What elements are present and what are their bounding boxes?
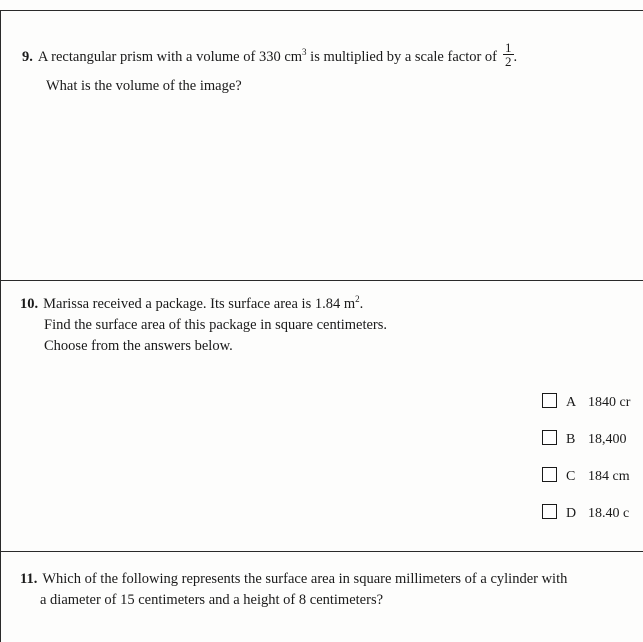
- checkbox[interactable]: [542, 504, 557, 519]
- choice-letter: A: [566, 395, 577, 410]
- choice-a[interactable]: [542, 393, 630, 413]
- divider-q9-q10: [0, 280, 643, 281]
- question-number: 10.: [20, 296, 39, 312]
- question-text: Marissa received a package. Its surface area is 1.84 m: [43, 296, 356, 312]
- question-10: [20, 294, 363, 315]
- choice-c[interactable]: [542, 467, 630, 487]
- fraction-denominator: 2: [505, 54, 512, 69]
- choice-d[interactable]: [542, 504, 629, 524]
- question-10-line-2: Find the surface area of this package in square centimeters.: [44, 317, 388, 333]
- question-9: 9. A rectangular prism with a volume of 330 $cm^3$ is multiplied by a scale factor of $\frac{1}{2}$ .: [22, 40, 518, 69]
- question-11: [20, 569, 567, 590]
- question-number: 11.: [20, 571, 38, 587]
- question-text-continued: .: [359, 296, 364, 312]
- top-divider: [0, 10, 643, 11]
- question-text: Which of the following represents the surface area in square millimeters of a cylinder with: [42, 571, 568, 587]
- choice-text: 1840 cr: [588, 395, 631, 410]
- question-9-line-2: What is the volume of the image?: [46, 78, 242, 94]
- checkbox[interactable]: [542, 430, 557, 445]
- fraction-numerator: 1: [505, 40, 512, 55]
- choice-text: 18.40 c: [588, 506, 630, 521]
- choice-b[interactable]: [542, 430, 627, 450]
- choice-letter: D: [566, 506, 577, 521]
- question-text-continued: is multiplied by a scale factor of: [306, 48, 498, 65]
- scale-factor-fraction: [503, 41, 514, 68]
- checkbox[interactable]: [542, 393, 557, 408]
- left-border: [0, 10, 1, 642]
- question-11-line-2: a diameter of 15 centimeters and a height of 8 centimeters?: [40, 592, 384, 608]
- superscript: 3: [302, 47, 307, 57]
- question-number: 9.: [22, 48, 33, 65]
- question-text: A rectangular prism with a volume of 330 cm: [37, 48, 303, 65]
- superscript: 2: [355, 294, 360, 305]
- checkbox[interactable]: [542, 467, 557, 482]
- question-10-line-3: Choose from the answers below.: [44, 338, 233, 354]
- choice-text: 184 cm: [588, 469, 630, 484]
- divider-q10-q11: [0, 551, 643, 552]
- choice-text: 18,400: [588, 432, 627, 447]
- choice-letter: C: [566, 469, 576, 484]
- choice-letter: B: [566, 432, 576, 447]
